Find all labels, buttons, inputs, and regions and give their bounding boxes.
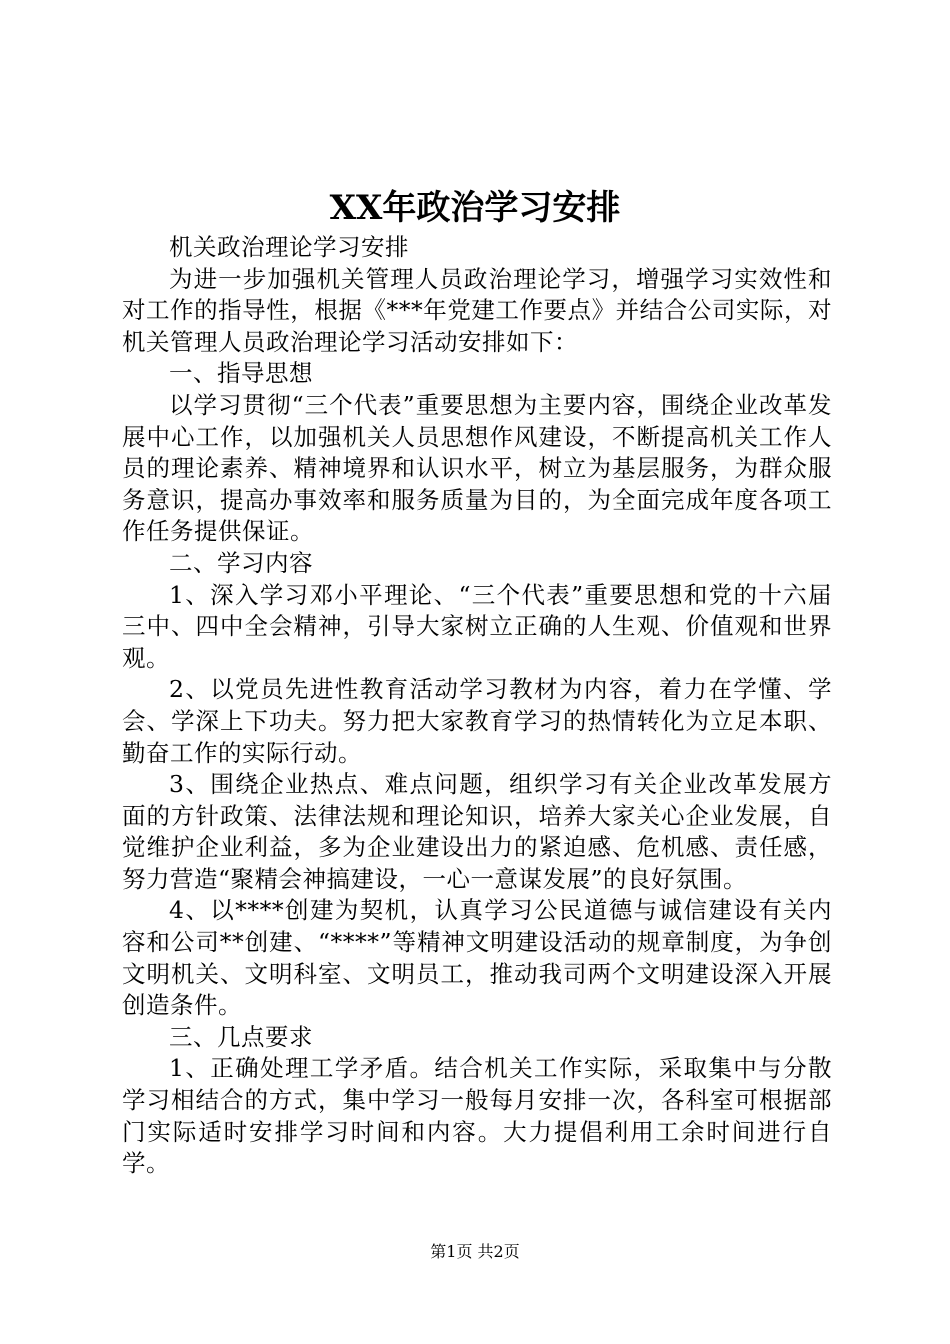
section-heading: 三、几点要求 [169,1022,313,1051]
page-title: XX年政治学习安排 [329,188,621,228]
section-heading: 二、学习内容 [169,548,313,577]
list-item: 3、围绕企业热点、难点问题，组织学习有关企业改革发展方面的方针政策、法律法规和理论知识，培养大家关心企业发展，自觉维护企业利益，多为企业建设出力的紧迫感、危机感、责任感，努力营造“聚精会神搞建设，一心一意谋发展”的良好氛围。 [122,770,832,893]
document-body [122,232,832,1180]
list-item: 2、以党员先进性教育活动学习教材为内容，着力在学懂、学会、学深上下功夫。努力把大家教育学习的热情转化为立足本职、勤奋工作的实际行动。 [122,675,832,767]
list-item: 1、深入学习邓小平理论、“三个代表”重要思想和党的十六届三中、四中全会精神，引导大家树立正确的人生观、价值观和世界观。 [122,580,832,672]
section-heading: 一、指导思想 [169,359,313,388]
paragraph: 以学习贯彻“三个代表”重要思想为主要内容，围绕企业改革发展中心工作，以加强机关人员思想作风建设，不断提高机关工作人员的理论素养、精神境界和认识水平，树立为基层服务，为群众服务意识，提高办事效率和服务质量为目的，为全面完成年度各项工作任务提供保证。 [122,390,832,546]
list-item: 1、正确处理工学矛盾。结合机关工作实际，采取集中与分散学习相结合的方式，集中学习一般每月安排一次，各科室可根据部门实际适时安排学习时间和内容。大力提倡利用工余时间进行自学。 [122,1054,832,1178]
paragraph: 为进一步加强机关管理人员政治理论学习，增强学习实效性和对工作的指导性，根据《***年党建工作要点》并结合公司实际，对机关管理人员政治理论学习活动安排如下： [122,264,832,356]
list-item: 4、以****创建为契机，认真学习公民道德与诚信建设有关内容和公司**创建、“****”等精神文明建设活动的规章制度，为争创文明机关、文明科室、文明员工，推动我司两个文明建设深入开展创造条件。 [122,896,832,1020]
page-number-footer: 第1页 共2页 [430,1242,520,1261]
paragraph-heading: 机关政治理论学习安排 [169,233,409,261]
